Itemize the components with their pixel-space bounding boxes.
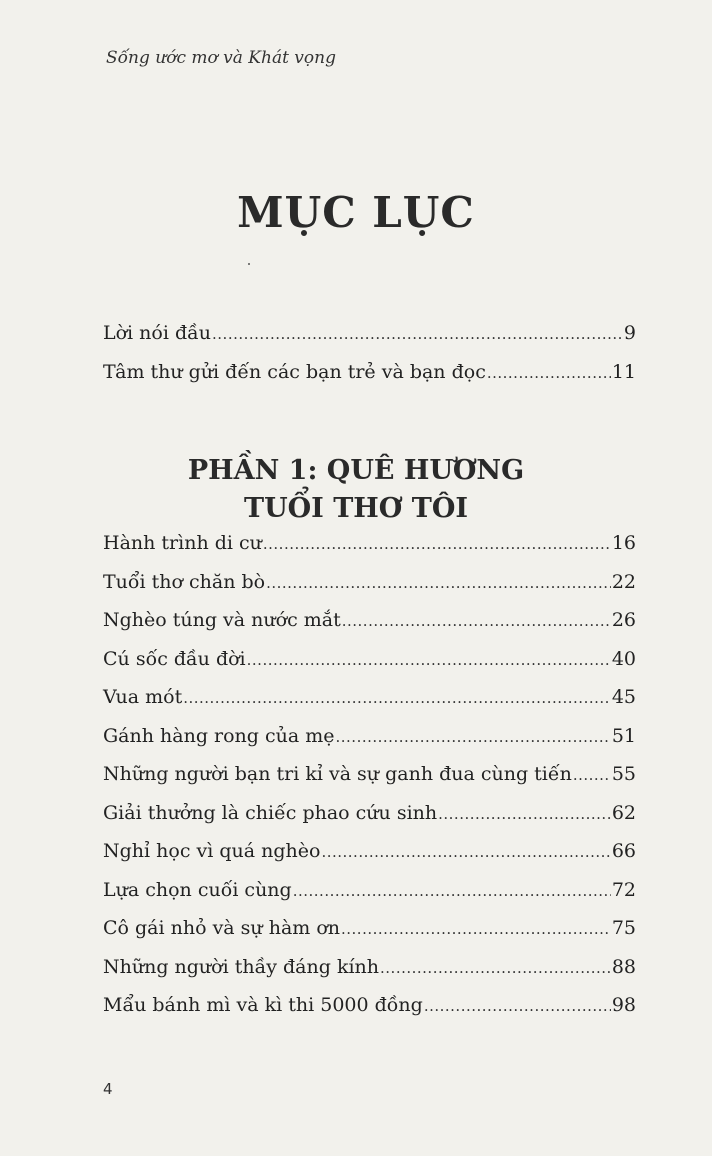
toc-entry-page: 40 <box>611 647 636 670</box>
toc-entry[interactable] <box>103 917 636 956</box>
toc-entry-page: 62 <box>611 801 636 824</box>
running-header: Sống ước mơ và Khát vọng <box>106 48 336 68</box>
toc-entry[interactable] <box>103 802 636 841</box>
toc-entry[interactable] <box>103 322 636 361</box>
toc-entry-page: 51 <box>611 724 636 747</box>
dot-leader <box>247 648 611 670</box>
toc-entry-page: 9 <box>623 322 636 344</box>
toc-entry-title: Nghèo túng và nước mắt <box>103 609 341 631</box>
dot-leader <box>573 763 611 785</box>
toc-entry-title: Hành trình di cư <box>103 532 262 554</box>
toc-entry[interactable] <box>103 532 636 571</box>
dot-leader <box>380 956 611 978</box>
dot-leader <box>424 994 611 1016</box>
toc-entry-title: Giải thưởng là chiếc phao cứu sinh <box>103 801 438 824</box>
toc-entry[interactable] <box>103 956 636 995</box>
toc-entry[interactable] <box>103 840 636 879</box>
toc-entry-title: Vua mót <box>103 686 183 708</box>
toc-entry-page: 16 <box>611 532 636 554</box>
toc-entry[interactable] <box>103 763 636 802</box>
toc-entry-title: Lựa chọn cuối cùng <box>103 878 292 901</box>
toc-entry-page: 88 <box>611 955 636 978</box>
toc-entry[interactable] <box>103 725 636 764</box>
toc-entry[interactable] <box>103 686 636 725</box>
toc-entry-title: Gánh hàng rong của mẹ <box>103 724 335 747</box>
dot-leader <box>438 802 611 824</box>
dot-leader <box>293 879 611 901</box>
toc-entry-page: 72 <box>611 878 636 901</box>
toc-entry-page: 55 <box>611 763 636 785</box>
toc-entry-title: Những người thầy đáng kính <box>103 955 380 978</box>
toc-part1 <box>103 532 636 1033</box>
toc-entry-title: Cú sốc đầu đời <box>103 647 246 670</box>
toc-entry[interactable] <box>103 571 636 610</box>
toc-entry-title: Cô gái nhỏ và sự hàm ơn <box>103 917 340 939</box>
print-speck <box>248 263 250 265</box>
toc-entry[interactable] <box>103 879 636 918</box>
dot-leader <box>342 609 611 631</box>
toc-entry-title: Nghỉ học vì quá nghèo <box>103 840 321 862</box>
toc-entry-title: Những người bạn tri kỉ và sự ganh đua cùng tiến <box>103 763 572 785</box>
part-heading-line1: PHẦN 1: QUÊ HƯƠNG <box>187 455 525 486</box>
part-heading <box>0 452 712 528</box>
dot-leader <box>212 322 623 344</box>
dot-leader <box>263 532 611 554</box>
toc-entry-page: 98 <box>611 994 636 1016</box>
dot-leader <box>336 725 611 747</box>
toc-entry-title: Mẩu bánh mì và kì thi 5000 đồng <box>103 994 423 1016</box>
page-number: 4 <box>103 1080 113 1098</box>
toc-entry[interactable] <box>103 648 636 687</box>
toc-entry-page: 26 <box>611 609 636 631</box>
toc-entry-page: 75 <box>611 917 636 939</box>
dot-leader <box>266 571 611 593</box>
toc-entry[interactable] <box>103 361 636 400</box>
page-title: MỤC LỤC <box>237 188 475 237</box>
dot-leader <box>487 361 611 383</box>
part-heading-line2: TUỔI THƠ TÔI <box>244 493 468 524</box>
toc-entry-page: 66 <box>611 840 636 862</box>
toc-front-matter <box>103 322 636 399</box>
dot-leader <box>341 917 611 939</box>
toc-entry-title: Lời nói đầu <box>103 322 212 344</box>
dot-leader <box>321 840 610 862</box>
toc-entry-title: Tâm thư gửi đến các bạn trẻ và bạn đọc <box>103 360 486 383</box>
toc-entry-title: Tuổi thơ chăn bò <box>103 570 266 593</box>
toc-entry-page: 22 <box>611 570 636 593</box>
toc-entry[interactable] <box>103 609 636 648</box>
toc-entry-page: 11 <box>611 360 636 383</box>
toc-entry-page: 45 <box>611 686 636 708</box>
dot-leader <box>183 686 611 708</box>
toc-entry[interactable] <box>103 994 636 1033</box>
